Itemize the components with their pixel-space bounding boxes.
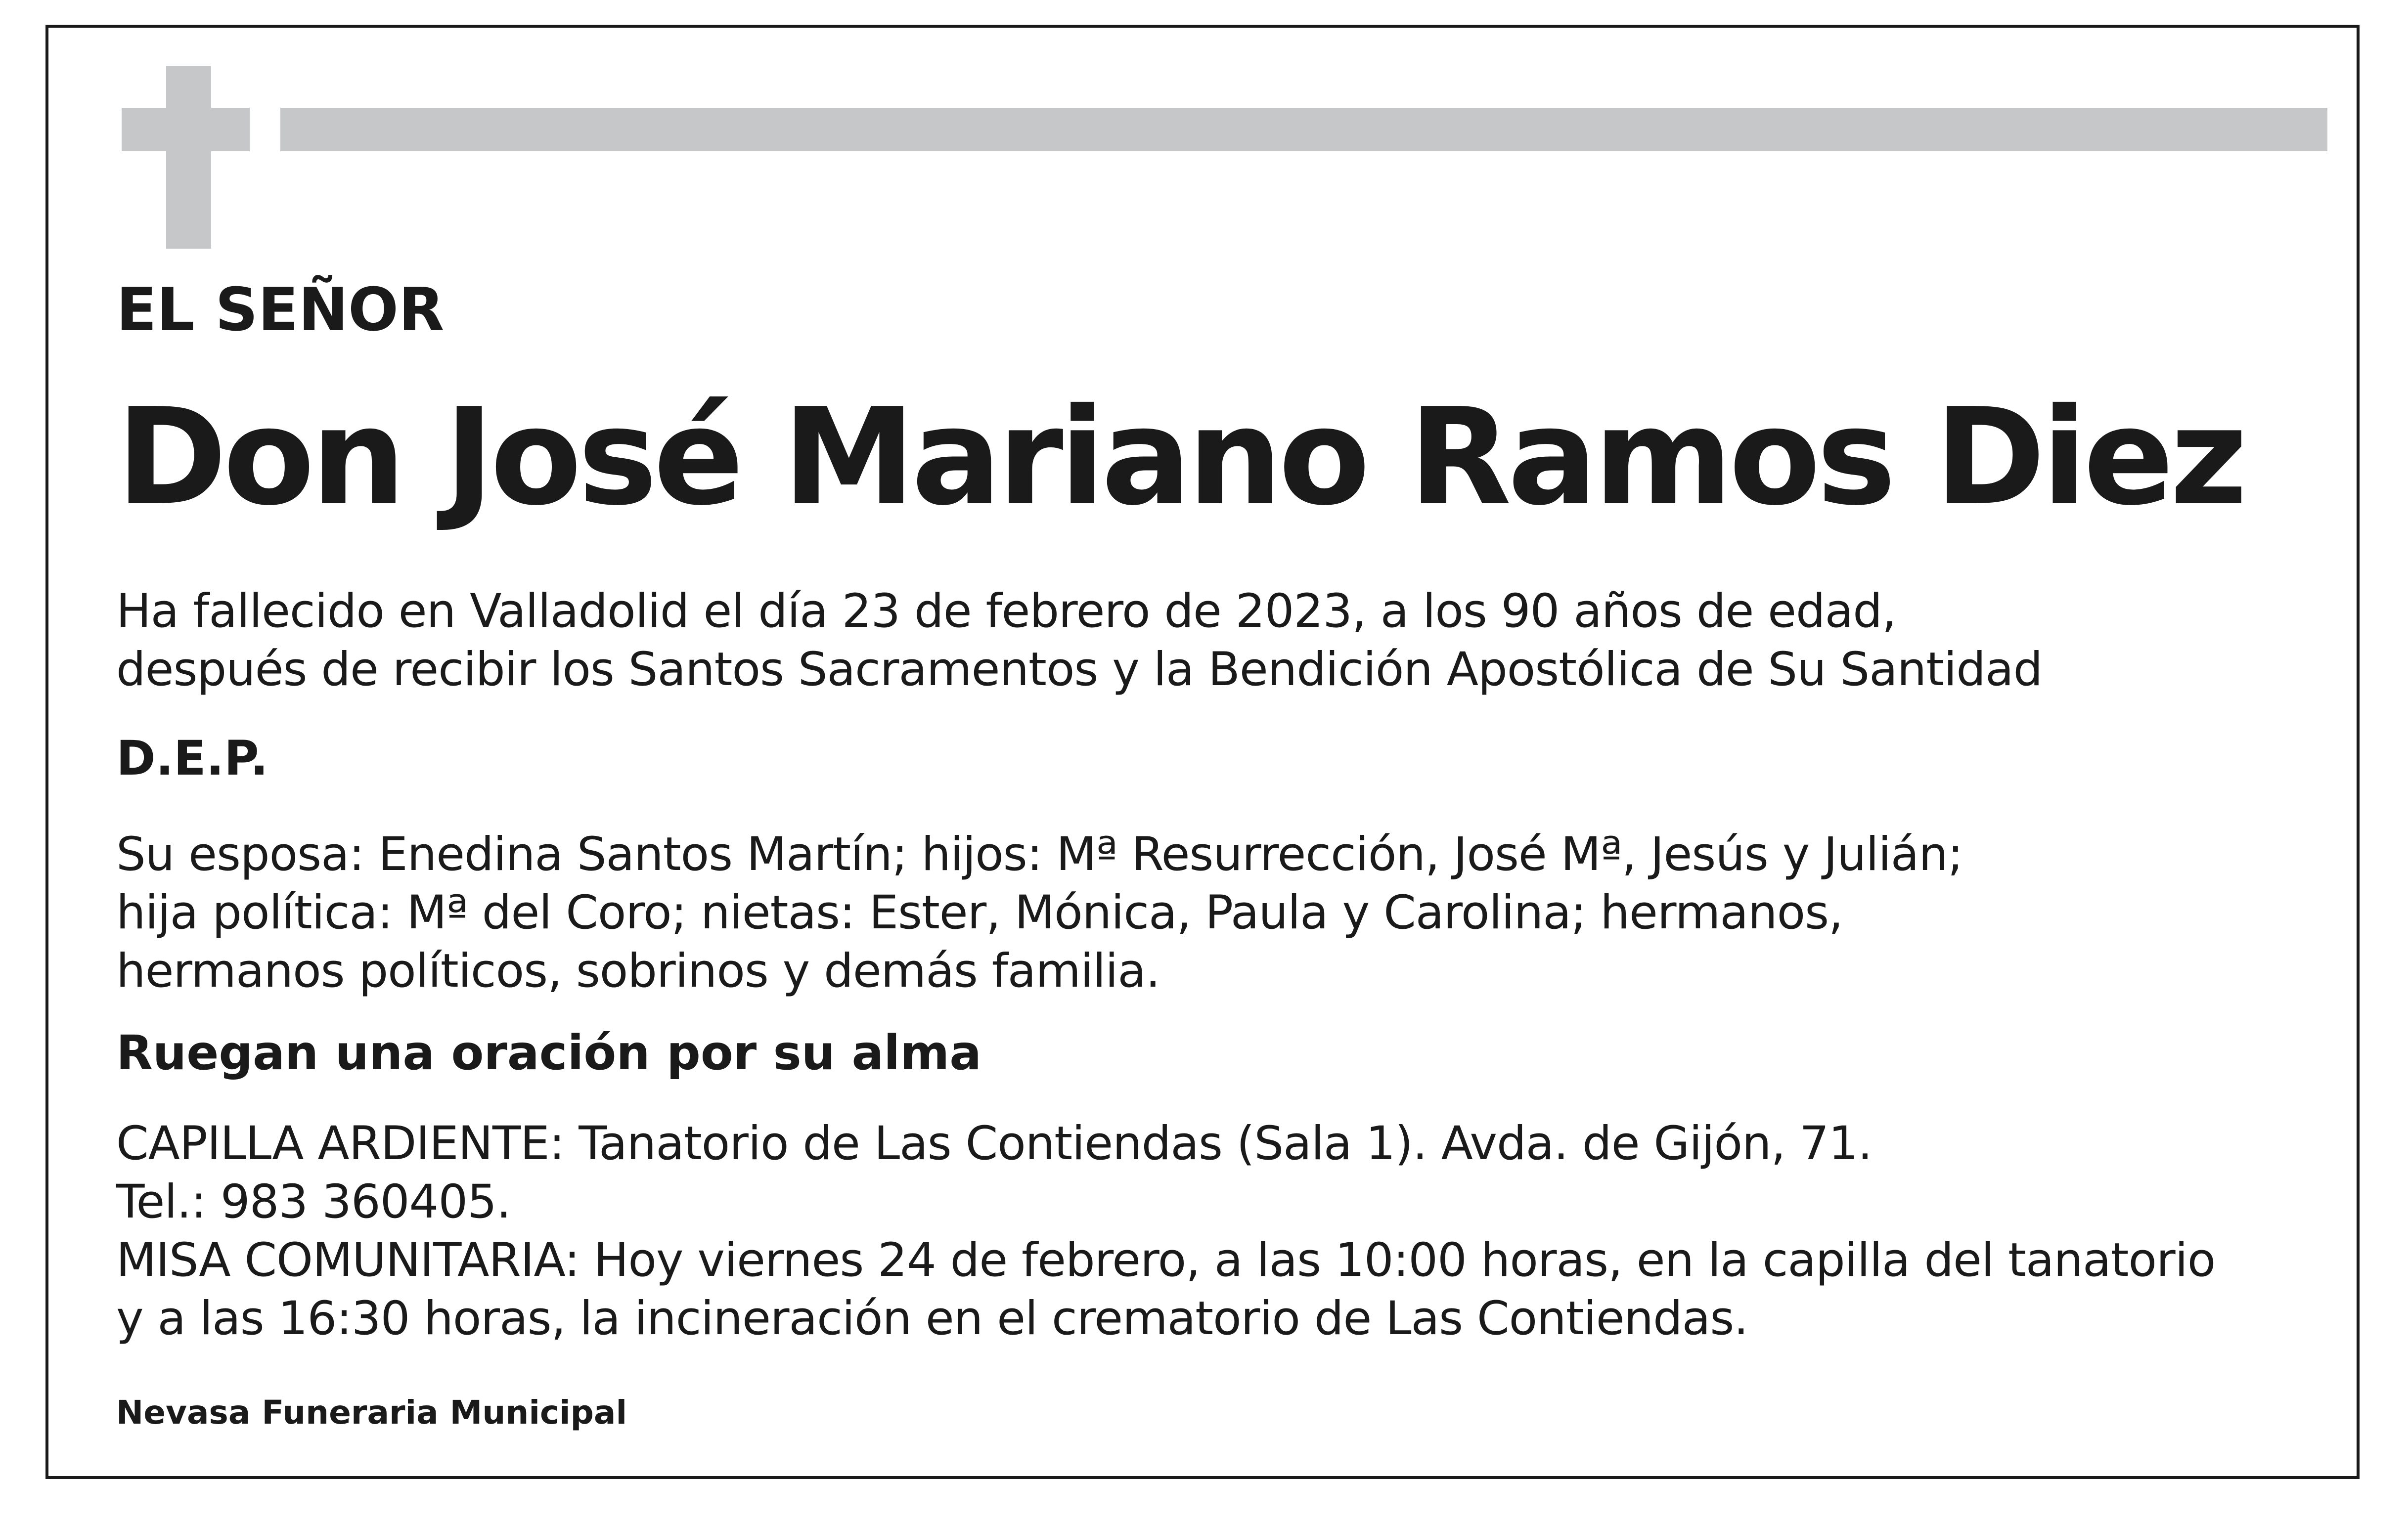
announcement-paragraph [116, 582, 2042, 699]
cross-icon-horizontal [122, 108, 250, 151]
details-line: MISA COMUNITARIA: Hoy viernes 24 de febrero, a las 10:00 horas, en la capilla del tanatorio [116, 1233, 2216, 1287]
overline-title: EL SEÑOR [116, 276, 445, 345]
cross-icon-vertical [166, 66, 211, 249]
header-rule [280, 108, 2327, 151]
details-line: Tel.: 983 360405. [116, 1175, 511, 1229]
prayer-request: Ruegan una oración por su alma [116, 1025, 981, 1081]
family-line: hija política: Mª del Coro; nietas: Ester, Mónica, Paula y Carolina; hermanos, [116, 886, 1843, 940]
dep-label: D.E.P. [116, 731, 268, 786]
family-line: hermanos políticos, sobrinos y demás familia. [116, 944, 1160, 998]
details-line: CAPILLA ARDIENTE: Tanatorio de Las Contiendas (Sala 1). Avda. de Gijón, 71. [116, 1117, 1872, 1171]
deceased-name: Don José Mariano Ramos Diez [116, 379, 2244, 535]
funeral-home-credit: Nevasa Funeraria Municipal [116, 1393, 627, 1432]
family-line: Su esposa: Enedina Santos Martín; hijos: Mª Resurrección, José Mª, Jesús y Julián; [116, 827, 1963, 881]
announcement-line: Ha fallecido en Valladolid el día 23 de febrero de 2023, a los 90 años de edad, [116, 584, 1896, 638]
announcement-line: después de recibir los Santos Sacramentos y la Bendición Apostólica de Su Santidad [116, 643, 2043, 696]
family-paragraph [116, 826, 1963, 1001]
details-line: y a las 16:30 horas, la incineración en el crematorio de Las Contiendas. [116, 1292, 1748, 1346]
details-paragraph [116, 1115, 2215, 1348]
